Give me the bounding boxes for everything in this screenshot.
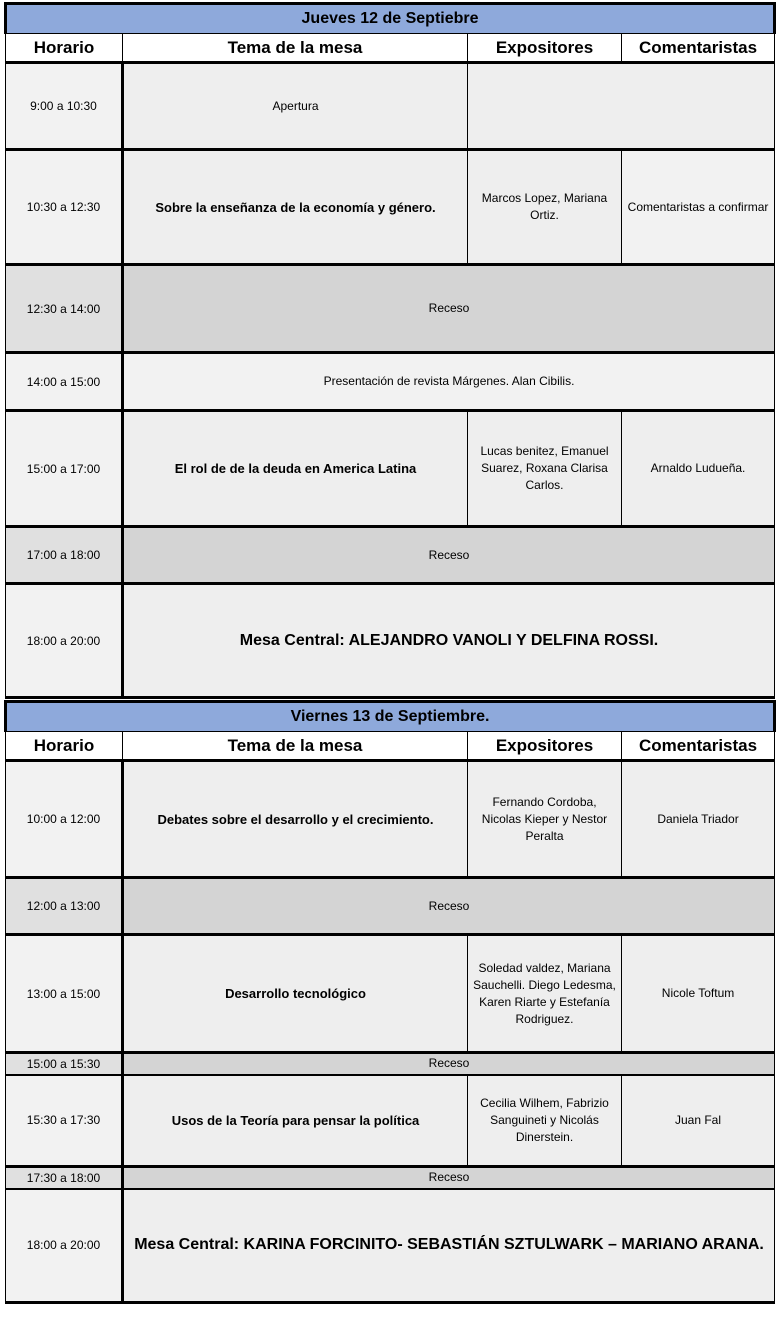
table-row	[6, 1053, 775, 1075]
header-expositores: Expositores	[468, 34, 622, 63]
table-row	[6, 150, 775, 265]
recess-cell: Receso	[123, 878, 775, 935]
time-cell: 17:00 a 18:00	[6, 527, 123, 584]
central-panel-cell: Mesa Central: ALEJANDRO VANOLI Y DELFINA ROSSI.	[123, 584, 775, 698]
commentators-cell: Juan Fal	[622, 1075, 775, 1167]
recess-cell: Receso	[123, 1053, 775, 1075]
time-cell: 18:00 a 20:00	[6, 1189, 123, 1303]
speakers-cell: Marcos Lopez, Mariana Ortiz.	[468, 150, 622, 265]
topic-cell: Apertura	[123, 63, 468, 150]
time-cell: 15:00 a 15:30	[6, 1053, 123, 1075]
table-row	[6, 1167, 775, 1189]
topic-cell: Presentación de revista Márgenes. Alan Cibilis.	[123, 353, 775, 411]
time-cell: 10:00 a 12:00	[6, 761, 123, 878]
table-row	[6, 63, 775, 150]
header-tema: Tema de la mesa	[123, 34, 468, 63]
commentators-cell: Arnaldo Ludueña.	[622, 411, 775, 527]
time-cell: 15:30 a 17:30	[6, 1075, 123, 1167]
recess-cell: Receso	[123, 527, 775, 584]
day2-title: Viernes 13 de Septiembre.	[6, 702, 775, 732]
table-row	[6, 584, 775, 698]
header-horario: Horario	[6, 34, 123, 63]
time-cell: 12:00 a 13:00	[6, 878, 123, 935]
recess-cell: Receso	[123, 265, 775, 353]
topic-cell: Desarrollo tecnológico	[123, 935, 468, 1053]
time-cell: 14:00 a 15:00	[6, 353, 123, 411]
day1-title: Jueves 12 de Septiebre	[6, 4, 775, 34]
table-row	[6, 878, 775, 935]
table-row	[6, 1075, 775, 1167]
time-cell: 18:00 a 20:00	[6, 584, 123, 698]
time-cell: 9:00 a 10:30	[6, 63, 123, 150]
header-horario: Horario	[6, 732, 123, 761]
time-cell: 10:30 a 12:30	[6, 150, 123, 265]
table-row	[6, 265, 775, 353]
time-cell: 15:00 a 17:00	[6, 411, 123, 527]
topic-cell: Debates sobre el desarrollo y el crecimiento.	[123, 761, 468, 878]
commentators-cell: Daniela Triador	[622, 761, 775, 878]
table-row	[6, 527, 775, 584]
speakers-cell: Fernando Cordoba, Nicolas Kieper y Nestor Peralta	[468, 761, 622, 878]
speakers-cell: Cecilia Wilhem, Fabrizio Sanguineti y Nicolás Dinerstein.	[468, 1075, 622, 1167]
schedule-day2-table	[4, 700, 776, 1304]
schedule-day1-table	[4, 2, 776, 699]
time-cell: 13:00 a 15:00	[6, 935, 123, 1053]
table-row	[6, 353, 775, 411]
table-row	[6, 411, 775, 527]
table-row	[6, 1189, 775, 1303]
central-panel-cell: Mesa Central: KARINA FORCINITO- SEBASTIÁN SZTULWARK – MARIANO ARANA.	[123, 1189, 775, 1303]
empty-cell	[468, 63, 775, 150]
speakers-cell: Soledad valdez, Mariana Sauchelli. Diego Ledesma, Karen Riarte y Estefanía Rodriguez.	[468, 935, 622, 1053]
recess-cell: Receso	[123, 1167, 775, 1189]
commentators-cell: Nicole Toftum	[622, 935, 775, 1053]
topic-cell: El rol de de la deuda en America Latina	[123, 411, 468, 527]
speakers-cell: Lucas benitez, Emanuel Suarez, Roxana Clarisa Carlos.	[468, 411, 622, 527]
header-expositores: Expositores	[468, 732, 622, 761]
time-cell: 12:30 a 14:00	[6, 265, 123, 353]
time-cell: 17:30 a 18:00	[6, 1167, 123, 1189]
header-tema: Tema de la mesa	[123, 732, 468, 761]
header-comentaristas: Comentaristas	[622, 732, 775, 761]
table-row	[6, 761, 775, 878]
topic-cell: Usos de la Teoría para pensar la política	[123, 1075, 468, 1167]
commentators-cell: Comentaristas a confirmar	[622, 150, 775, 265]
table-row	[6, 935, 775, 1053]
topic-cell: Sobre la enseñanza de la economía y género.	[123, 150, 468, 265]
header-comentaristas: Comentaristas	[622, 34, 775, 63]
